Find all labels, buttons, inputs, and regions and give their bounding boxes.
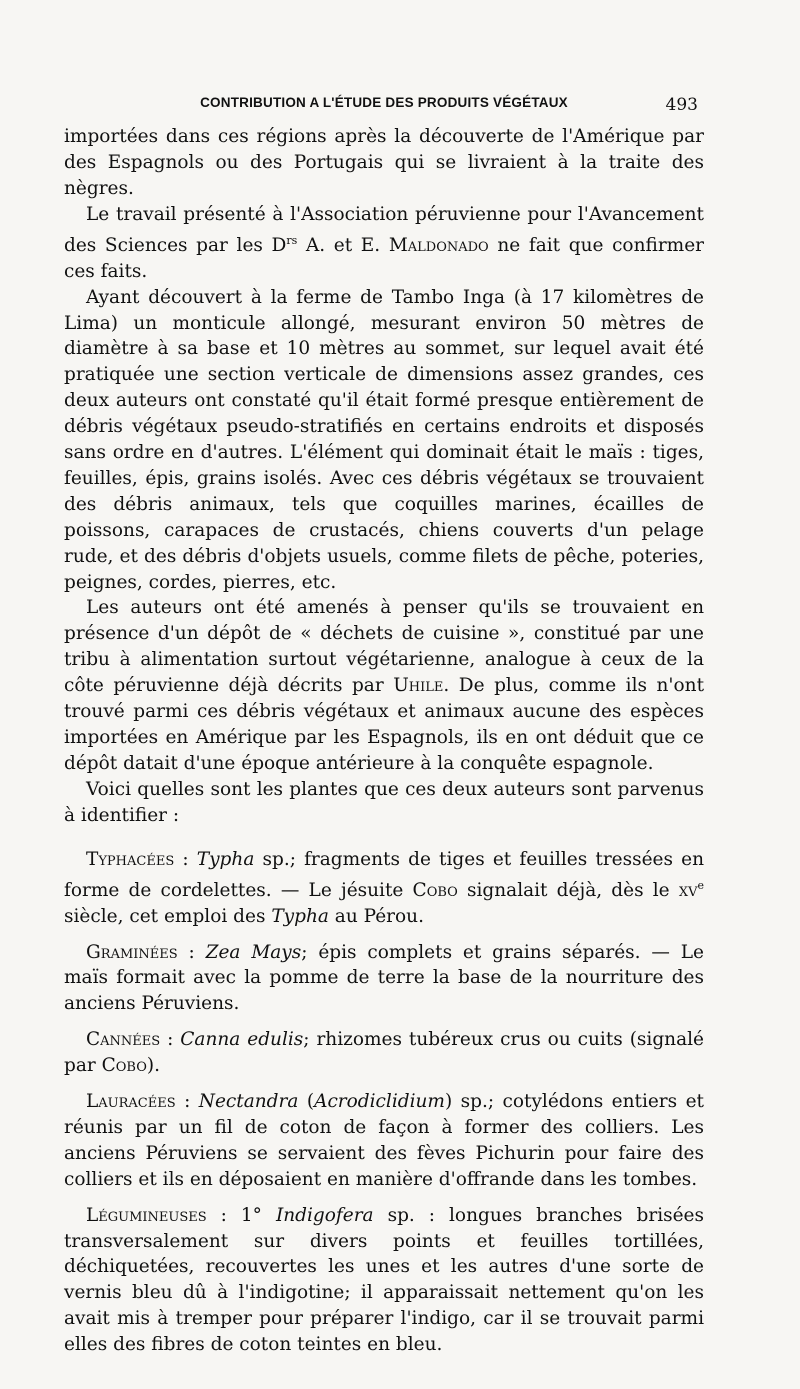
author-name: Maldonado [388, 234, 489, 256]
species-name: Canna edulis [180, 1029, 304, 1051]
author-name: Uhile [393, 675, 444, 697]
family-name: Typhacées [86, 848, 175, 870]
entry-lauracees: Lauracées : Nectandra (Acrodiclidium) sp.; cotylédons entiers et réunis par un fil de coton de façon à former des colliers. Les anciens Péruviens se servaient des fèves Pichurin pour faire des colliers et ils en déposaient en manière d'offrande dans les tombes. [64, 1091, 704, 1190]
paragraph-intro-list: Voici quelles sont les plantes que ces deux auteurs sont parvenus à identifier : [64, 778, 704, 826]
genus-name: Nectandra [198, 1091, 299, 1113]
family-name: Graminées [86, 941, 178, 963]
genus-name: Typha [271, 905, 329, 927]
genus-name: Acrodiclidium [314, 1091, 445, 1113]
paragraph-maldonado: Le travail présenté à l'Association péruvienne pour l'Avancement des Sciences par les $D^{rs}$ A. et E. Maldonado ne fait que confirmer ces faits. [64, 203, 704, 282]
entry-legumineuses: Légumineuses : 1° Indigofera sp. : longues branches brisées transversalement sur divers points et feuilles tortillées, déchiquetées, recouvertes les unes et les autres d'une sorte de vernis bleu dû à l'indigotine; il apparaissait nettement qu'on les avait mis à tremper pour préparer l'indigo, car il se trouvait parmi elles des fibres de coton teintes en bleu. [64, 1204, 705, 1356]
family-name: Légumineuses [86, 1204, 207, 1226]
author-name: Cobo [412, 879, 458, 901]
author-name: Cobo [101, 1055, 147, 1077]
entry-typhacees: Typhacées : Typha sp.; fragments de tiges et feuilles tressées en forme de cordelettes. — Le jésuite Cobo signalait déjà, dès le $xv^e$ siècle, cet emploi des Typha au Pérou. [64, 848, 705, 927]
entry-graminees: Graminées : Zea Mays; épis complets et grains séparés. — Le maïs formait avec la pomme de terre la base de la nourriture des anciens Péruviens. [64, 941, 704, 1015]
superscript: rs [286, 233, 298, 247]
entry-cannees: Cannées : Canna edulis; rhizomes tubéreux crus ou cuits (signalé par Cobo). [64, 1029, 704, 1077]
family-name: Cannées [86, 1029, 161, 1051]
page-number: 493 [665, 95, 698, 115]
genus-name: Indigofera [275, 1204, 374, 1226]
species-name: Zea Mays [205, 941, 302, 963]
genus-name: Typha [196, 848, 255, 870]
paragraph-kitchen-deposit: Les auteurs ont été amenés à penser qu'ils se trouvaient en présence d'un dépôt de « déchets de cuisine », constitué par une tribu à alimentation surtout végétarienne, analogue à ceux de la côte péruvienne déjà décrits par Uhile. De plus, comme ils n'ont trouvé parmi ces débris végétaux et animaux aucune des espèces importées en Amérique par les Espagnols, ils en ont déduit que ce dépôt datait d'une époque antérieure à la conquête espagnole. [64, 597, 704, 774]
paragraph-tambo-inga: Ayant découvert à la ferme de Tambo Inga (à 17 kilomètres de Lima) un monticule allongé, mesurant environ 50 mètres de diamètre à sa base et 10 mètres au sommet, sur lequel avait été pratiquée une section verticale de dimensions assez grandes, ces deux auteurs ont constaté qu'il était formé presque entièrement de débris végétaux pseudo-stratifiés en certains endroits et disposés sans ordre en d'autres. L'élément qui dominait était le maïs : tiges, feuilles, épis, grains isolés. Avec ces débris végétaux se trouvaient des débris animaux, tels que coquilles marines, écailles de poissons, carapaces de crustacés, chiens couverts d'un pelage rude, et des débris d'objets usuels, comme filets de pêche, poteries, peignes, cordes, pierres, etc. [64, 286, 704, 593]
running-title: CONTRIBUTION A L'ÉTUDE DES PRODUITS VÉGÉTAUX [200, 95, 568, 110]
page-header [64, 95, 704, 119]
family-name: Lauracées [86, 1091, 176, 1113]
body-text [64, 124, 704, 1358]
paragraph-continuation: importées dans ces régions après la découverte de l'Amérique par des Espagnols ou des Portugais qui se livraient à la traite des nègres. [64, 126, 704, 199]
